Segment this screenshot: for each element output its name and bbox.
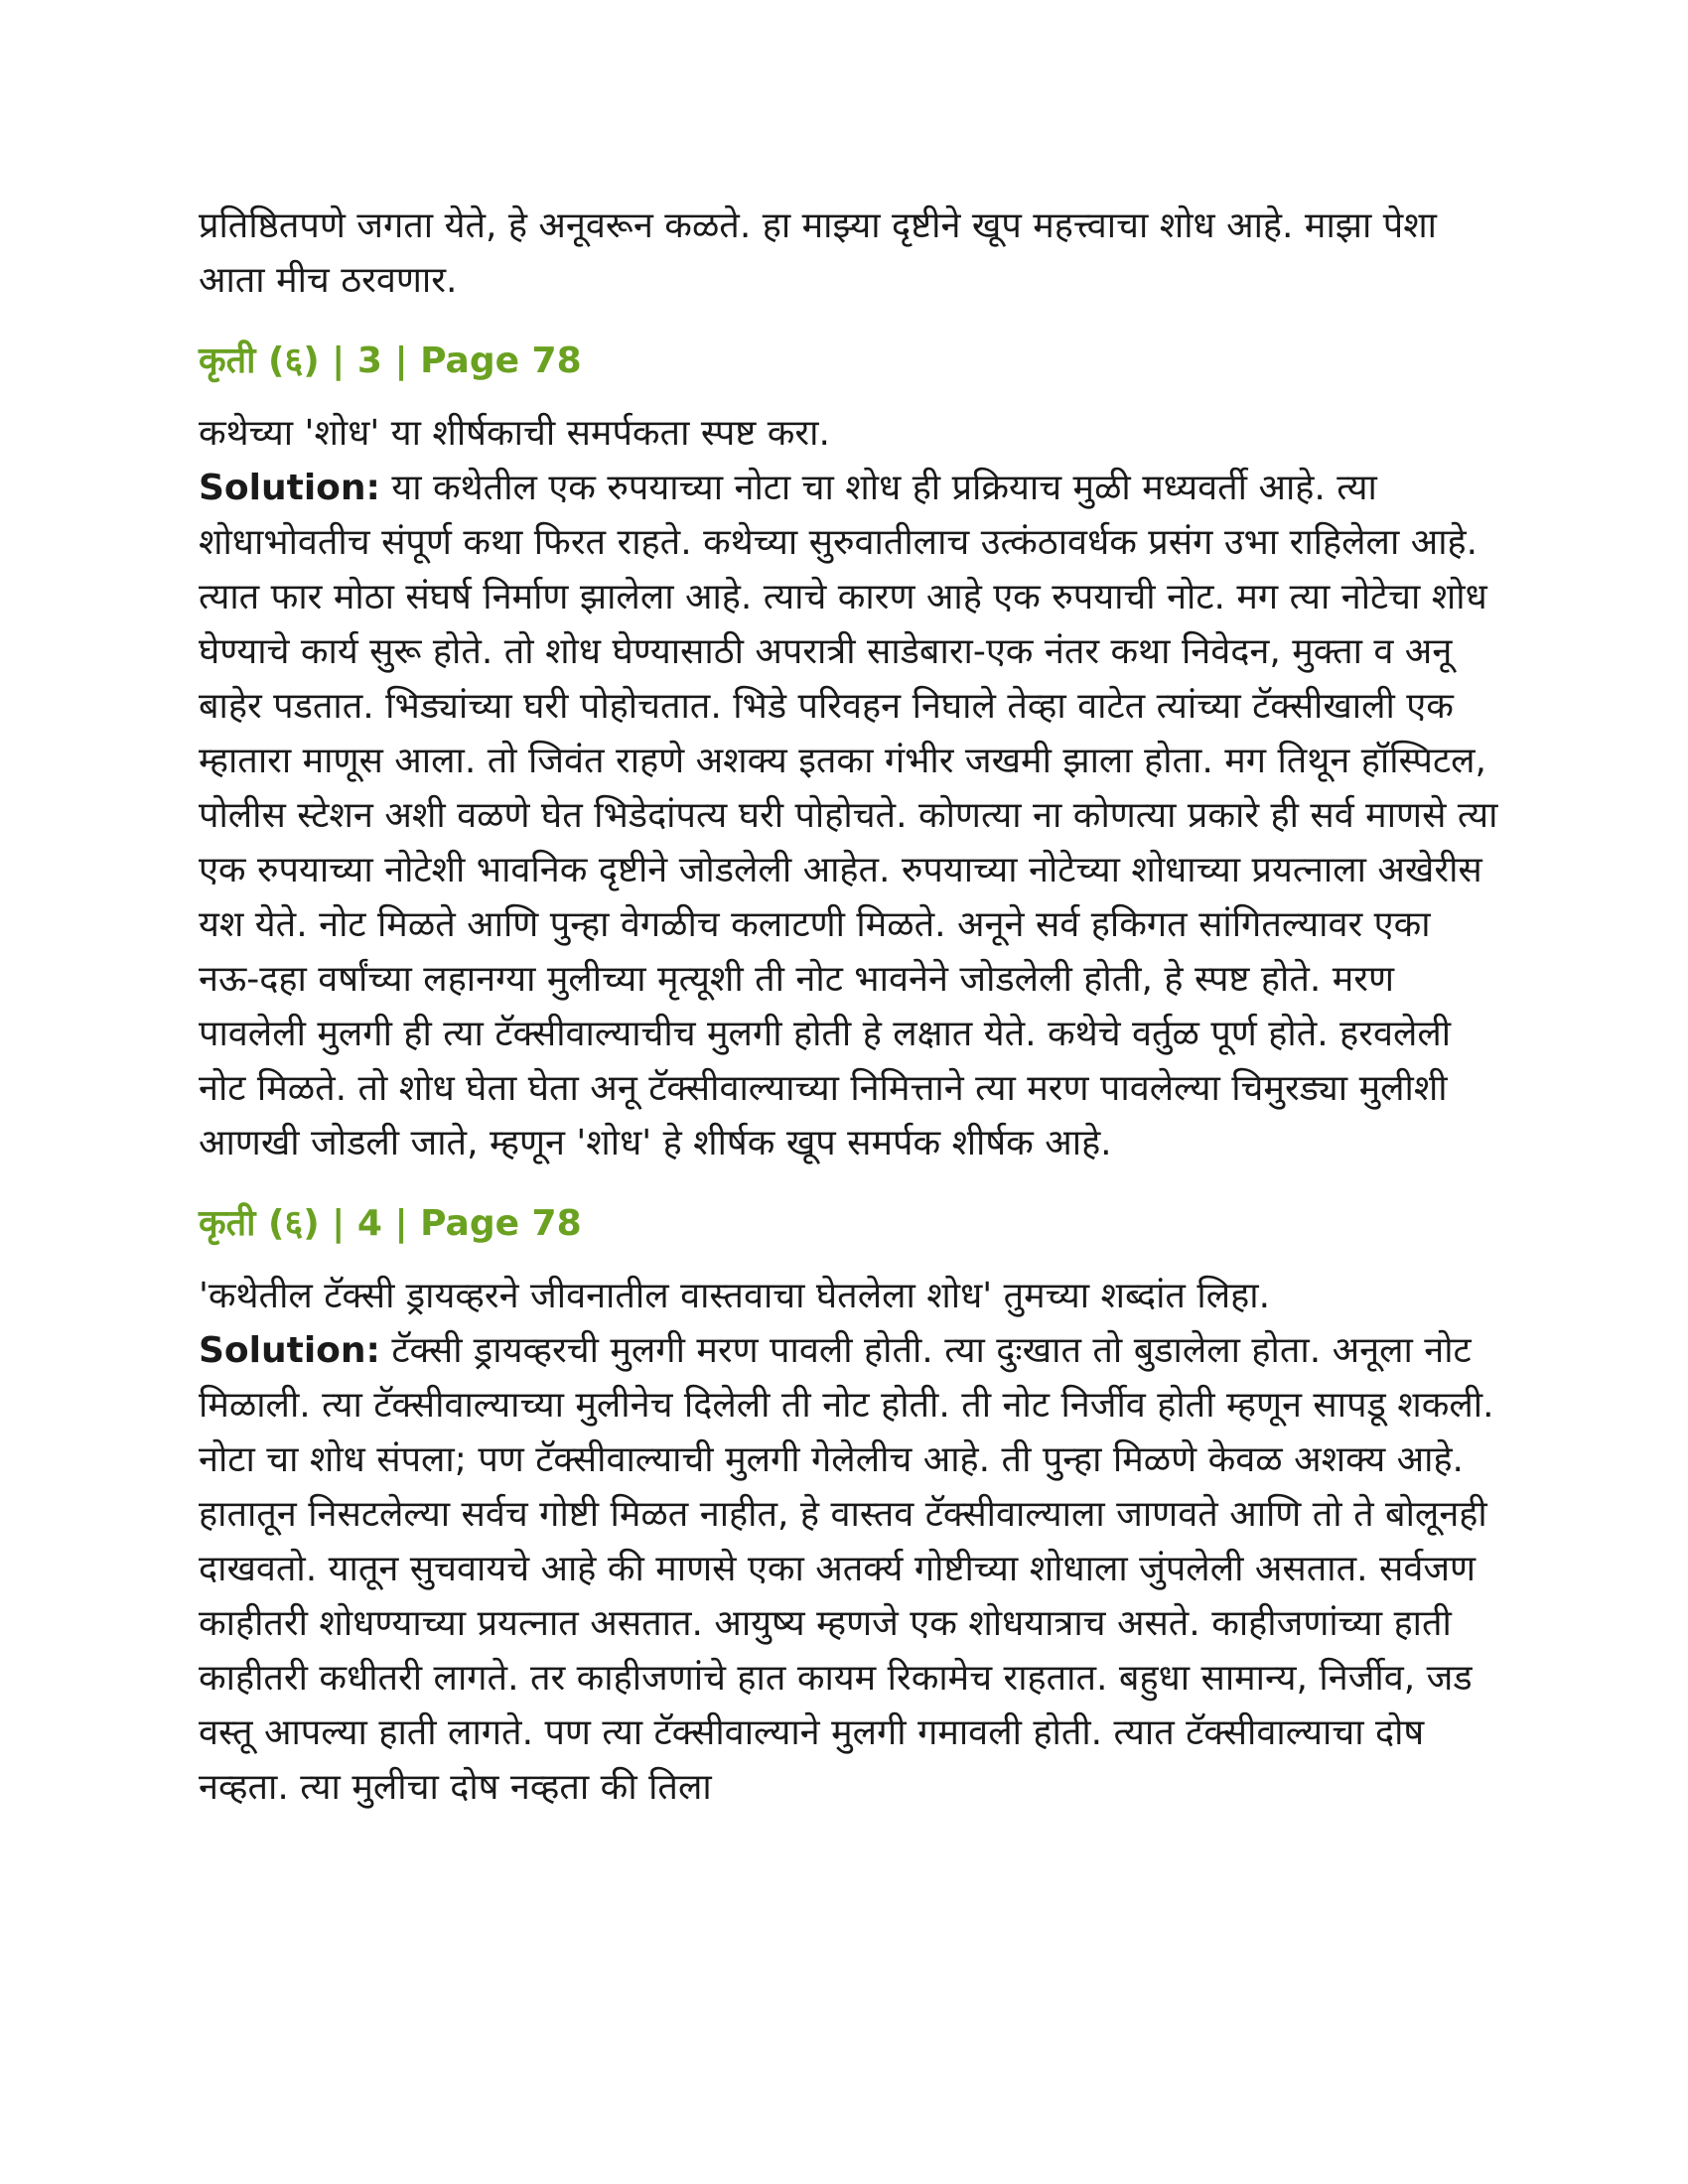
solution-paragraph xyxy=(199,1323,1499,1815)
question-text: कथेच्या 'शोध' या शीर्षकाची समर्पकता स्पष्ट करा. xyxy=(199,413,830,454)
solution-text: टॅक्सी ड्रायव्हरची मुलगी मरण पावली होती. त्या दुःखात तो बुडालेला होता. अनूला नोट मिळाली. त्या टॅक्सीवाल्याच्या मुलीनेच दिलेली ती नोट होती. ती नोट निर्जीव होती म्हणून सापडू शकली. नोटा चा शोध संपला; पण टॅक्सीवाल्याची मुलगी गेलेलीच आहे. ती पुन्हा मिळणे केवळ अशक्य आहे. हातातून निसटलेल्या सर्वच गोष्टी मिळत नाहीत, हे वास्तव टॅक्सीवाल्याला जाणवते आणि तो ते बोलूनही दाखवतो. यातून सुचवायचे आहे की माणसे एका अतर्क्य गोष्टीच्या शोधाला जुंपलेली असतात. सर्वजण काहीतरी शोधण्याच्या प्रयत्नात असतात. आयुष्य म्हणजे एक शोधयात्राच असते. काहीजणांच्या हाती काहीतरी कधीतरी लागते. तर काहीजणांचे हात कायम रिकामेच राहतात. बहुधा सामान्य, निर्जीव, जड वस्तू आपल्या हाती लागते. पण त्या टॅक्सीवाल्याने मुलगी गमावली होती. त्यात टॅक्सीवाल्याचा दोष नव्हता. त्या मुलीचा दोष नव्हता की तिला xyxy=(199,1330,1494,1808)
section-heading: कृती (६) | 3 | Page 78 xyxy=(199,341,582,381)
document-page xyxy=(199,199,1499,1815)
question-text: 'कथेतील टॅक्सी ड्रायव्हरने जीवनातील वास्तवाचा घेतलेला शोध' तुमच्या शब्दांत लिहा. xyxy=(199,1276,1271,1316)
section-4 xyxy=(199,1196,1499,1815)
section-3 xyxy=(199,334,1499,1170)
section-heading: कृती (६) | 4 | Page 78 xyxy=(199,1203,582,1244)
solution-label: Solution: xyxy=(199,468,380,508)
intro-paragraph: प्रतिष्ठितपणे जगता येते, हे अनूवरून कळते. हा माझ्या दृष्टीने खूप महत्त्वाचा शोध आहे. माझा पेशा आता मीच ठरवणार. xyxy=(199,205,1437,301)
solution-paragraph xyxy=(199,461,1499,1170)
solution-label: Solution: xyxy=(199,1330,380,1371)
solution-text: या कथेतील एक रुपयाच्या नोटा चा शोध ही प्रक्रियाच मुळी मध्यवर्ती आहे. त्या शोधाभोवतीच संपूर्ण कथा फिरत राहते. कथेच्या सुरुवातीलाच उत्कंठावर्धक प्रसंग उभा राहिलेला आहे. त्यात फार मोठा संघर्ष निर्माण झालेला आहे. त्याचे कारण आहे एक रुपयाची नोट. मग त्या नोटेचा शोध घेण्याचे कार्य सुरू होते. तो शोध घेण्यासाठी अपरात्री साडेबारा-एक नंतर कथा निवेदन, मुक्ता व अनू बाहेर पडतात. भिड्यांच्या घरी पोहोचतात. भिडे परिवहन निघाले तेव्हा वाटेत त्यांच्या टॅक्सीखाली एक म्हातारा माणूस आला. तो जिवंत राहणे अशक्य इतका गंभीर जखमी झाला होता. मग तिथून हॉस्पिटल, पोलीस स्टेशन अशी वळणे घेत भिडेदांपत्य घरी पोहोचते. कोणत्या ना कोणत्या प्रकारे ही सर्व माणसे त्या एक रुपयाच्या नोटेशी भावनिक दृष्टीने जोडलेली आहेत. रुपयाच्या नोटेच्या शोधाच्या प्रयत्नाला अखेरीस यश येते. नोट मिळते आणि पुन्हा वेगळीच कलाटणी मिळते. अनूने सर्व हकिगत सांगितल्यावर एका नऊ-दहा वर्षांच्या लहानग्या मुलीच्या मृत्यूशी ती नोट भावनेने जोडलेली होती, हे स्पष्ट होते. मरण पावलेली मुलगी ही त्या टॅक्सीवाल्याचीच मुलगी होती हे लक्षात येते. कथेचे वर्तुळ पूर्ण होते. हरवलेली नोट मिळते. तो शोध घेता घेता अनू टॅक्सीवाल्याच्या निमित्ताने त्या मरण पावलेल्या चिमुरड्या मुलीशी आणखी जोडली जाते, म्हणून 'शोध' हे शीर्षक खूप समर्पक शीर्षक आहे. xyxy=(199,468,1498,1163)
